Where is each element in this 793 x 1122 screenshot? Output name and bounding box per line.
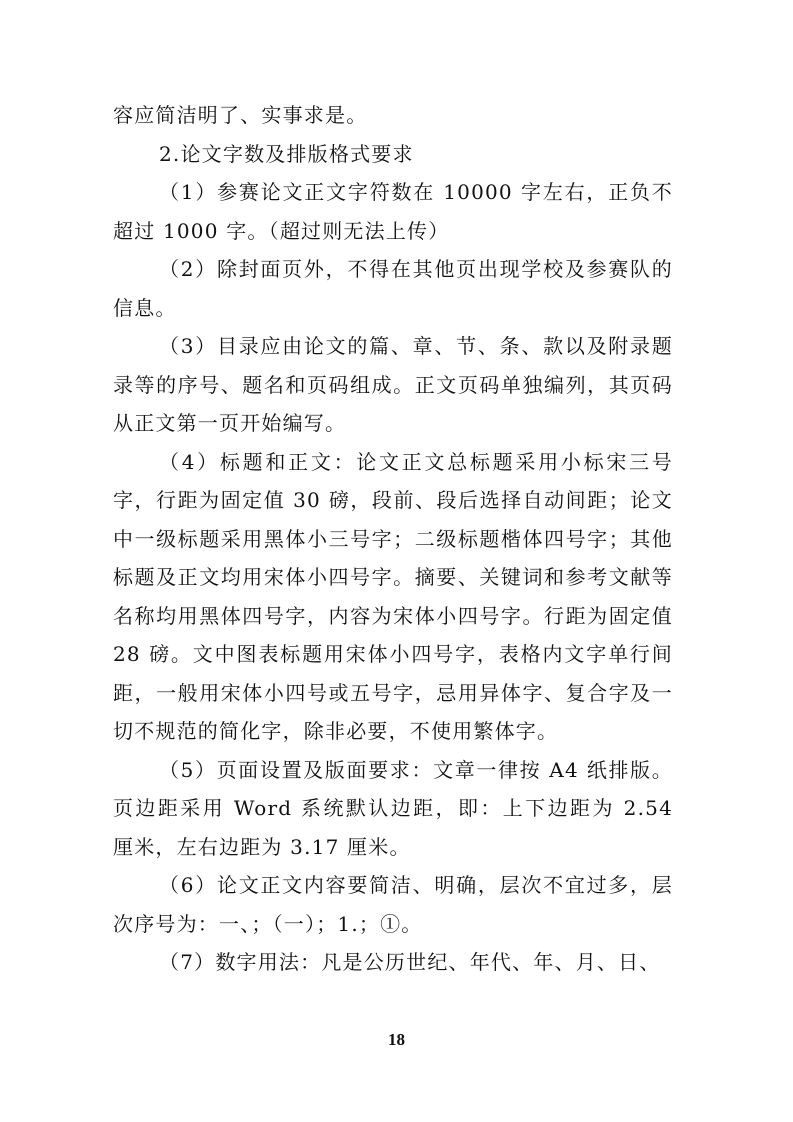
paragraph-item-5: （5）页面设置及版面要求：文章一律按 A4 纸排版。页边距采用 Word 系统默认边距，即：上下边距为 2.54 厘米，左右边距为 3.17 厘米。 [113,757,673,859]
paragraph-item-1: （1）参赛论文正文字符数在 10000 字左右，正负不超过 1000 字。（超过则无法上传） [113,180,673,243]
paragraph-item-7: （7）数字用法：凡是公历世纪、年代、年、月、日、 [159,950,661,974]
section-heading: 2.论文字数及排版格式要求 [159,141,414,166]
page-number: 18 [388,1030,405,1049]
paragraph-item-6: （6）论文正文内容要简洁、明确，层次不宜过多，层次序号为：一、；（一）；1.；①。 [113,873,673,936]
paragraph-item-3: （3）目录应由论文的篇、章、节、条、款以及附录题录等的序号、题名和页码组成。正文页码单独编列，其页码从正文第一页开始编写。 [113,334,673,435]
document-body [113,96,673,982]
paragraph-item-2: （2）除封面页外，不得在其他页出现学校及参赛队的信息。 [113,257,673,320]
paragraph-item-4: （4）标题和正文：论文正文总标题采用小标宋三号字，行距为固定值 30 磅，段前、段后选择自动间距；论文中一级标题采用黑体小三号字；二级标题楷体四号字；其他标题及正文均用宋体小四号字。摘要、关键词和参考文献等名称均用黑体四号字，内容为宋体小四号字。行距为固定值 28 磅。文中图表标题用宋体小四号字，表格内文字单行间距，一般用宋体小四号或五号字，忌用异体字、复合字及一切不规范的简化字，除非必要，不使用繁体字。 [113,449,673,743]
paragraph-continuation: 容应简洁明了、实事求是。 [113,103,368,127]
